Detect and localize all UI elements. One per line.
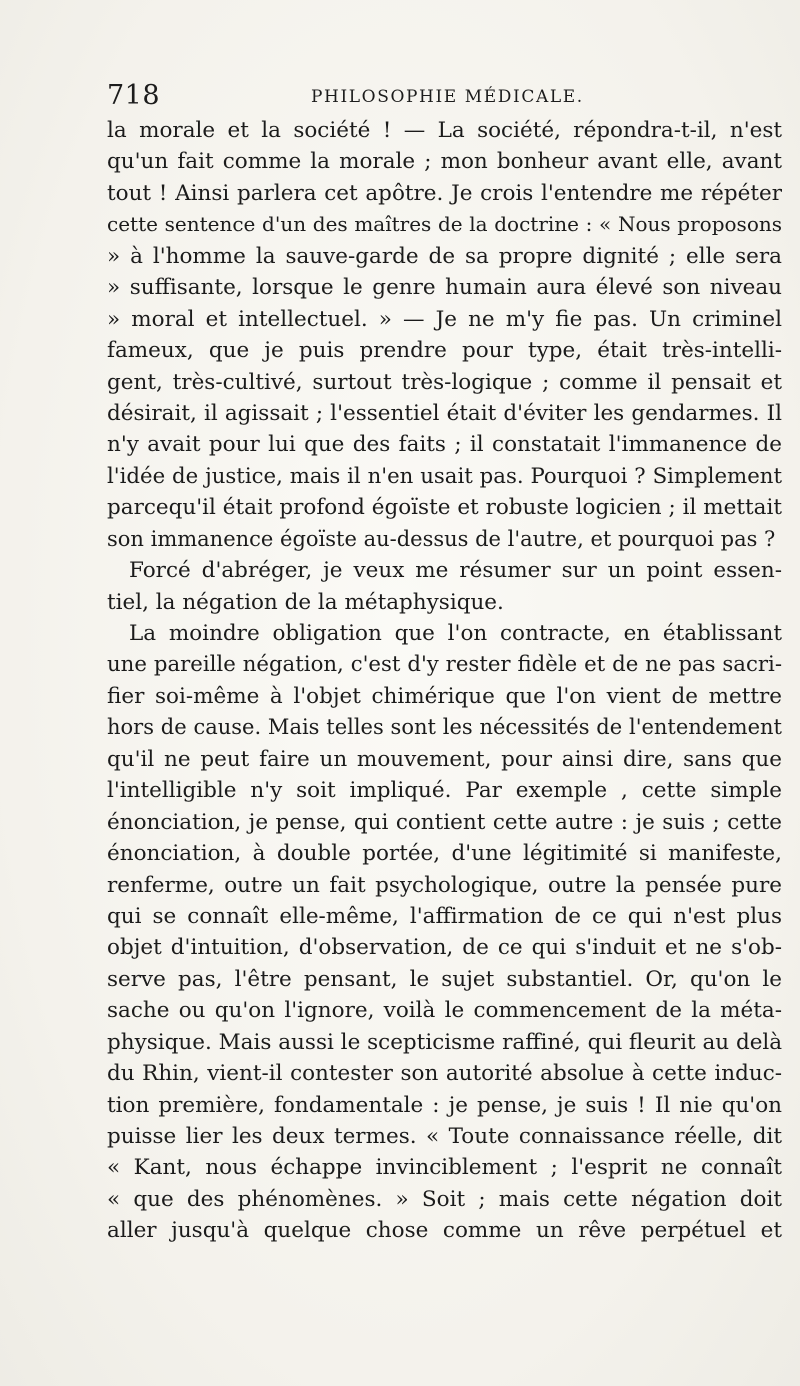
text-line: désirait, il agissait ; l'essentiel était d'éviter les gendarmes. Il: [107, 400, 782, 426]
text-line: « que des phénomènes. » Soit ; mais cette négation doit: [107, 1186, 782, 1212]
text-line: fameux, que je puis prendre pour type, était très-intelli-: [107, 338, 782, 364]
text-line: La moindre obligation que l'on contracte, en établissant: [129, 621, 782, 646]
page-number: 718: [107, 80, 161, 111]
text-line: cette sentence d'un des maîtres de la doctrine : « Nous proposons: [107, 212, 782, 237]
text-line: sache ou qu'on l'ignore, voilà le commencement de la méta-: [107, 998, 782, 1024]
text-line: l'intelligible n'y soit impliqué. Par exemple , cette simple: [107, 778, 782, 804]
text-line: du Rhin, vient-il contester son autorité absolue à cette induc-: [107, 1061, 782, 1087]
text-line: fier soi-même à l'objet chimérique que l'on vient de mettre: [107, 683, 782, 709]
text-line: tiel, la négation de la métaphysique.: [107, 589, 504, 615]
text-line: n'y avait pour lui que des faits ; il constatait l'immanence de: [107, 432, 782, 458]
text-line: » à l'homme la sauve-garde de sa propre dignité ; elle sera: [107, 243, 782, 269]
text-line: gent, très-cultivé, surtout très-logique ; comme il pensait et: [107, 369, 782, 395]
text-line: physique. Mais aussi le scepticisme raffiné, qui fleurit au delà: [107, 1029, 782, 1055]
text-line: puisse lier les deux termes. « Toute connaissance réelle, dit: [107, 1124, 782, 1149]
text-line: la morale et la société ! — La société, répondra-t-il, n'est: [107, 118, 782, 143]
text-line: qu'il ne peut faire un mouvement, pour ainsi dire, sans que: [107, 746, 782, 772]
text-line: aller jusqu'à quelque chose comme un rêve perpétuel et: [107, 1218, 782, 1244]
text-line: son immanence égoïste au-dessus de l'autre, et pourquoi pas ?: [107, 526, 776, 551]
text-line: énonciation, à double portée, d'une légitimité si manifeste,: [107, 841, 782, 867]
text-line: tout ! Ainsi parlera cet apôtre. Je crois l'entendre me répéter: [107, 180, 782, 206]
text-line: » moral et intellectuel. » — Je ne m'y fie pas. Un criminel: [107, 306, 782, 332]
text-line: hors de cause. Mais telles sont les nécessités de l'entendement: [107, 715, 782, 740]
text-line: » suffisante, lorsque le genre humain aura élevé son niveau: [107, 275, 782, 301]
text-line: Forcé d'abréger, je veux me résumer sur un point essen-: [129, 558, 782, 584]
text-line: objet d'intuition, d'observation, de ce qui s'induit et ne s'ob-: [107, 935, 782, 961]
text-line: serve pas, l'être pensant, le sujet substantiel. Or, qu'on le: [107, 966, 782, 992]
text-line: une pareille négation, c'est d'y rester fidèle et de ne pas sacri-: [107, 652, 782, 678]
text-line: tion première, fondamentale : je pense, je suis ! Il nie qu'on: [107, 1092, 782, 1118]
text-line: parcequ'il était profond égoïste et robuste logicien ; il mettait: [107, 495, 782, 521]
text-line: « Kant, nous échappe invinciblement ; l'esprit ne connaît: [107, 1155, 782, 1181]
text-line: qu'un fait comme la morale ; mon bonheur avant elle, avant: [107, 149, 782, 175]
text-line: qui se connaît elle-même, l'affirmation de ce qui n'est plus: [107, 903, 782, 929]
text-line: l'idée de justice, mais il n'en usait pas. Pourquoi ? Simplement: [107, 463, 782, 489]
page-header: [107, 80, 687, 114]
body-text: [107, 115, 782, 1247]
running-head: PHILOSOPHIE MÉDICALE.: [311, 87, 584, 107]
text-line: renferme, outre un fait psychologique, outre la pensée pure: [107, 872, 782, 898]
text-line: énonciation, je pense, qui contient cette autre : je suis ; cette: [107, 809, 782, 835]
